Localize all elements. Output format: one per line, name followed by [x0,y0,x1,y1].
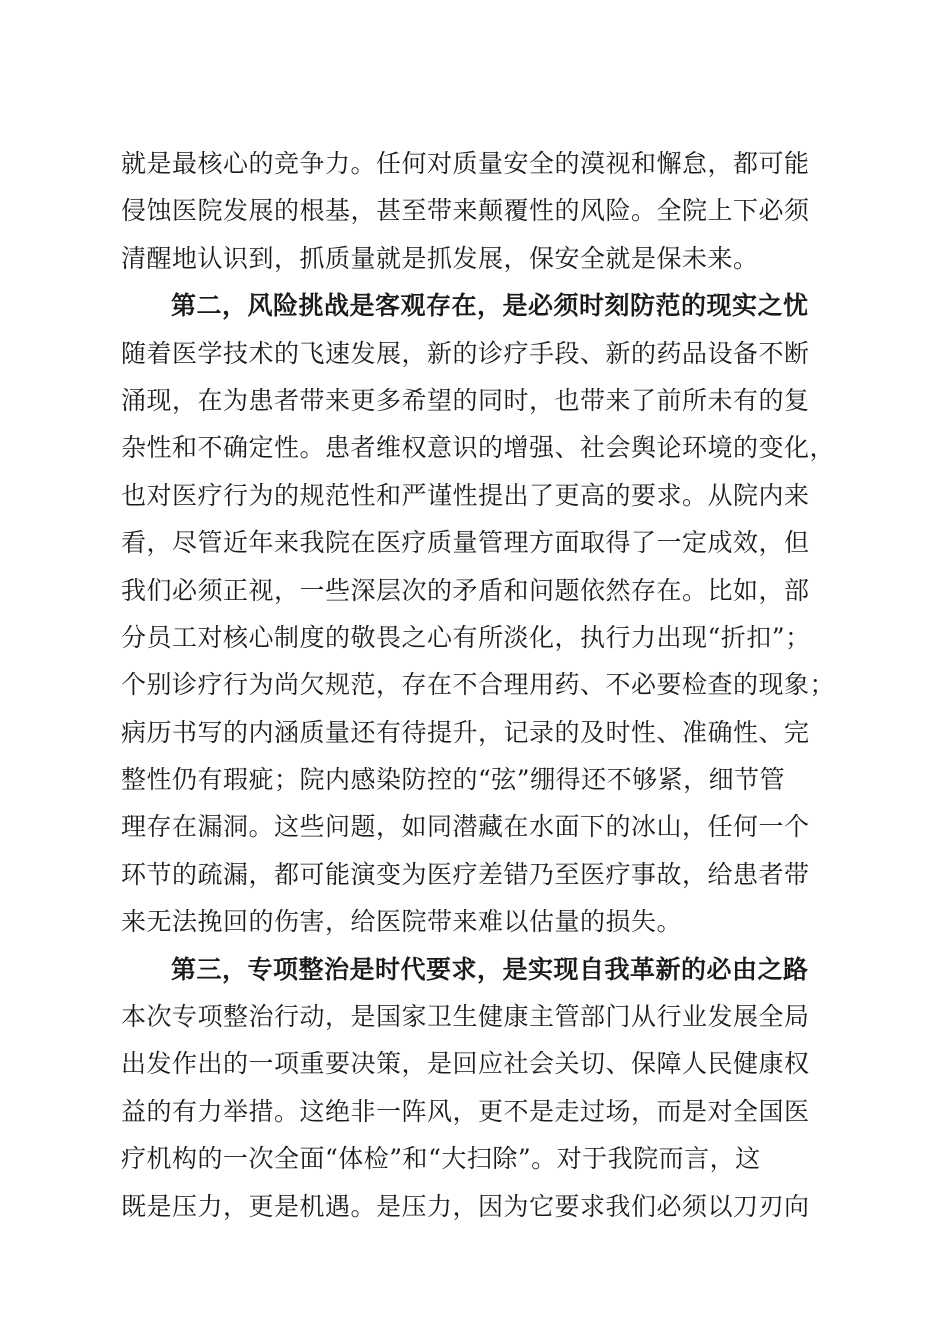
text-line: 个别诊疗行为尚欠规范，存在不合理用药、不必要检查的现象； [121,670,836,700]
text-line: 环节的疏漏，都可能演变为医疗差错乃至医疗事故，给患者带 [121,859,810,889]
text-line: 看，尽管近年来我院在医疗质量管理方面取得了一定成效，但 [121,528,810,558]
text-line: 既是压力，更是机遇。是压力，因为它要求我们必须以刀刃向 [121,1191,810,1221]
text-line: 来无法挽回的伤害，给医院带来难以估量的损失。 [121,907,683,937]
text-line: 侵蚀医院发展的根基，甚至带来颠覆性的风险。全院上下必须 [121,196,810,226]
text-line: 杂性和不确定性。患者维权意识的增强、社会舆论环境的变化， [121,433,836,463]
text-line: 益的有力举措。这绝非一阵风，更不是走过场，而是对全国医 [121,1096,810,1126]
text-line: 本次专项整治行动，是国家卫生健康主管部门从行业发展全局 [121,1002,810,1032]
text-line: 我们必须正视，一些深层次的矛盾和问题依然存在。比如，部 [121,575,810,605]
text-line: 理存在漏洞。这些问题，如同潜藏在水面下的冰山，任何一个 [121,812,810,842]
text-line: 分员工对核心制度的敬畏之心有所淡化，执行力出现“折扣”； [121,622,811,652]
text-line: 随着医学技术的飞速发展，新的诊疗手段、新的药品设备不断 [121,338,810,368]
text-line: 出发作出的一项重要决策，是回应社会关切、保障人民健康权 [121,1049,810,1079]
text-line: 涌现，在为患者带来更多希望的同时，也带来了前所未有的复 [121,385,810,415]
text-line: 疗机构的一次全面“体检”和“大扫除”。对于我院而言，这 [121,1144,761,1174]
text-line: 整性仍有瑕疵；院内感染防控的“弦”绷得还不够紧，细节管 [121,765,786,795]
text-line: 病历书写的内涵质量还有待提升，记录的及时性、准确性、完 [121,717,810,747]
document-body [121,140,841,1230]
section-heading-line: 第二，风险挑战是客观存在，是必须时刻防范的现实之忧 [171,291,809,321]
text-line: 也对医疗行为的规范性和严谨性提出了更高的要求。从院内来 [121,480,810,510]
section-heading-line: 第三，专项整治是时代要求，是实现自我革新的必由之路 [171,954,809,984]
text-line: 就是最核心的竞争力。任何对质量安全的漠视和懈怠，都可能 [121,149,810,178]
text-line: 清醒地认识到，抓质量就是抓发展，保安全就是保未来。 [121,243,759,273]
